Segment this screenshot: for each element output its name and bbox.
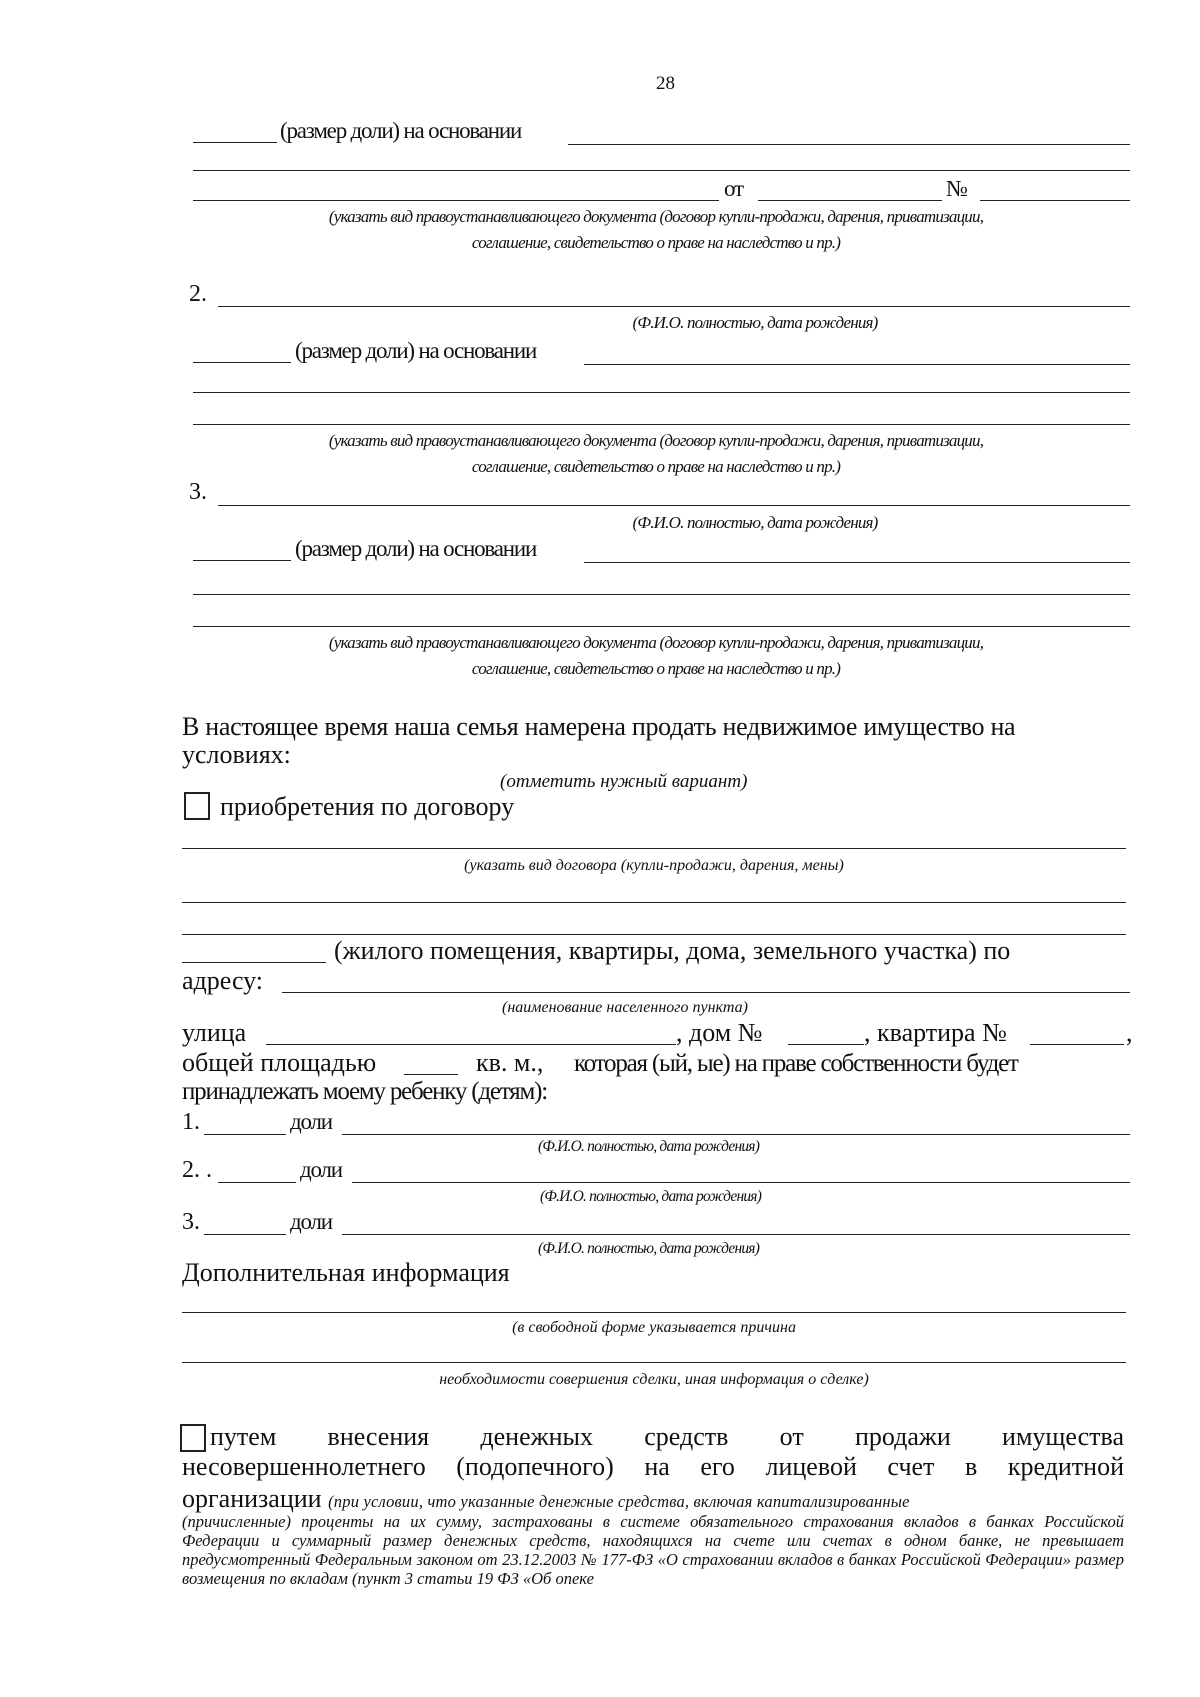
option-deposit-conditions: (причисленные) проценты на их сумму, застрахованы в системе обязательного страхования вкладов в банках Российской Федерации и суммарный размер денежных средств, находящихся на счете или счетах в одном банке, не превышает предусмотренный Федеральным законом от 23.12.2003 № 177-ФЗ «О страховании вкладов в банках Российской Федерации» размер возмещения по вкладам (пункт 3 статьи 19 ФЗ «Об опеке bbox=[182, 1512, 1124, 1588]
apartment-field[interactable] bbox=[1030, 1044, 1124, 1045]
section-2-number: 2. bbox=[189, 281, 207, 307]
house-field[interactable] bbox=[788, 1044, 864, 1045]
share-2-number: 2. . bbox=[182, 1157, 212, 1183]
additional-hint-2: необходимости совершения сделки, иная информация о сделке) bbox=[439, 1371, 869, 1388]
share-3-number: 3. bbox=[182, 1209, 200, 1235]
share-2-label: доли bbox=[300, 1157, 342, 1182]
fio-field-3[interactable] bbox=[218, 505, 1130, 506]
intent-line-1: В настоящее время наша семья намерена продать недвижимое имущество на bbox=[182, 712, 1016, 741]
street-field[interactable] bbox=[266, 1044, 676, 1045]
contract-field-line3[interactable] bbox=[182, 934, 1126, 935]
option-deposit-line-2: несовершеннолетнего (подопечного) на его лицевой счет в кредитной bbox=[182, 1452, 1124, 1481]
locality-hint: (наименование населенного пункта) bbox=[502, 999, 748, 1016]
share-2-hint: (Ф.И.О. полностью, дата рождения) bbox=[540, 1188, 762, 1205]
additional-info-field[interactable] bbox=[182, 1312, 1126, 1313]
share-size-field-2[interactable] bbox=[193, 362, 291, 363]
basis-field-3[interactable] bbox=[584, 562, 1130, 563]
share-basis-label-3: (размер доли) на основании bbox=[295, 536, 537, 561]
additional-info-label: Дополнительная информация bbox=[182, 1258, 510, 1287]
area-label: общей площадью bbox=[182, 1048, 377, 1077]
basis-field-line3[interactable] bbox=[193, 200, 719, 201]
doc-hint-3-1: (указать вид правоустанавливающего документа (договор купли-продажи, дарения, приватизации, bbox=[328, 633, 984, 652]
fio-hint-2: (Ф.И.О. полностью, дата рождения) bbox=[632, 313, 878, 332]
page-number: 28 bbox=[656, 73, 675, 94]
street-label: улица bbox=[182, 1018, 247, 1047]
share-basis-label-2: (размер доли) на основании bbox=[295, 338, 537, 363]
share-size-field-3[interactable] bbox=[193, 560, 291, 561]
basis-field[interactable] bbox=[568, 144, 1130, 145]
ownership-text: которая (ый, ые) на праве собственности будет bbox=[574, 1050, 1018, 1077]
share-1-number: 1. bbox=[182, 1109, 200, 1135]
additional-hint-1: (в свободной форме указывается причина bbox=[512, 1319, 796, 1336]
share-2-fio-field[interactable] bbox=[352, 1182, 1130, 1183]
apartment-label: , квартира № bbox=[864, 1018, 1007, 1047]
share-basis-label: (размер доли) на основании bbox=[280, 118, 522, 143]
address-label: адресу: bbox=[182, 966, 264, 995]
object-field[interactable] bbox=[182, 962, 326, 963]
share-3-hint: (Ф.И.О. полностью, дата рождения) bbox=[538, 1240, 760, 1257]
object-text: (жилого помещения, квартиры, дома, земельного участка) по bbox=[334, 936, 1011, 965]
from-label: от bbox=[724, 176, 743, 201]
basis-field-2-line2[interactable] bbox=[193, 392, 1130, 393]
apartment-comma: , bbox=[1126, 1018, 1133, 1047]
share-3-size-field[interactable] bbox=[204, 1234, 286, 1235]
doc-hint-2-1: (указать вид правоустанавливающего документа (договор купли-продажи, дарения, приватизации, bbox=[328, 431, 984, 450]
option-purchase-checkbox[interactable] bbox=[184, 792, 210, 820]
address-field[interactable] bbox=[282, 992, 1130, 993]
house-label: , дом № bbox=[676, 1018, 763, 1047]
doc-hint-3-2: соглашение, свидетельство о праве на наследство и пр.) bbox=[471, 659, 841, 678]
fio-hint-3: (Ф.И.О. полностью, дата рождения) bbox=[632, 513, 878, 532]
share-1-fio-field[interactable] bbox=[342, 1134, 1130, 1135]
basis-field-line2[interactable] bbox=[193, 170, 1130, 171]
share-2-size-field[interactable] bbox=[218, 1182, 296, 1183]
option-deposit-checkbox[interactable] bbox=[180, 1424, 206, 1452]
share-3-label: доли bbox=[290, 1209, 332, 1234]
option-deposit-line-3-main: организации bbox=[182, 1484, 322, 1513]
area-unit: кв. м., bbox=[476, 1048, 544, 1077]
basis-field-3-line3[interactable] bbox=[193, 626, 1130, 627]
number-sign: № bbox=[946, 176, 967, 201]
belong-text: принадлежать моему ребенку (детям): bbox=[182, 1078, 547, 1105]
basis-field-3-line2[interactable] bbox=[193, 594, 1130, 595]
contract-hint: (указать вид договора (купли-продажи, дарения, мены) bbox=[464, 857, 844, 874]
share-1-size-field[interactable] bbox=[204, 1134, 286, 1135]
option-purchase-label: приобретения по договору bbox=[220, 792, 515, 821]
section-3-number: 3. bbox=[189, 479, 207, 505]
basis-field-2-line3[interactable] bbox=[193, 424, 1130, 425]
fio-field-2[interactable] bbox=[218, 306, 1130, 307]
option-deposit-line-3-small: (при условии, что указанные денежные средства, включая капитализированные bbox=[328, 1492, 910, 1511]
doc-hint-2-2: соглашение, свидетельство о праве на наследство и пр.) bbox=[471, 457, 841, 476]
area-field[interactable] bbox=[404, 1074, 458, 1075]
contract-type-field[interactable] bbox=[182, 848, 1126, 849]
basis-field-2[interactable] bbox=[584, 364, 1130, 365]
doc-number-field[interactable] bbox=[980, 200, 1130, 201]
doc-hint-1: (указать вид правоустанавливающего документа (договор купли-продажи, дарения, приватизации, bbox=[328, 207, 984, 226]
share-size-field[interactable] bbox=[193, 142, 277, 143]
share-1-label: доли bbox=[290, 1109, 332, 1134]
intent-line-2: условиях: bbox=[182, 740, 291, 769]
additional-info-field-line2[interactable] bbox=[182, 1362, 1126, 1363]
option-deposit-line-1: путем внесения денежных средств от продажи имущества bbox=[210, 1422, 1124, 1451]
share-3-fio-field[interactable] bbox=[342, 1234, 1130, 1235]
choose-hint: (отметить нужный вариант) bbox=[500, 771, 748, 792]
doc-date-field[interactable] bbox=[758, 200, 942, 201]
share-1-hint: (Ф.И.О. полностью, дата рождения) bbox=[538, 1138, 760, 1155]
doc-hint-2: соглашение, свидетельство о праве на наследство и пр.) bbox=[471, 233, 841, 252]
contract-field-line2[interactable] bbox=[182, 902, 1126, 903]
